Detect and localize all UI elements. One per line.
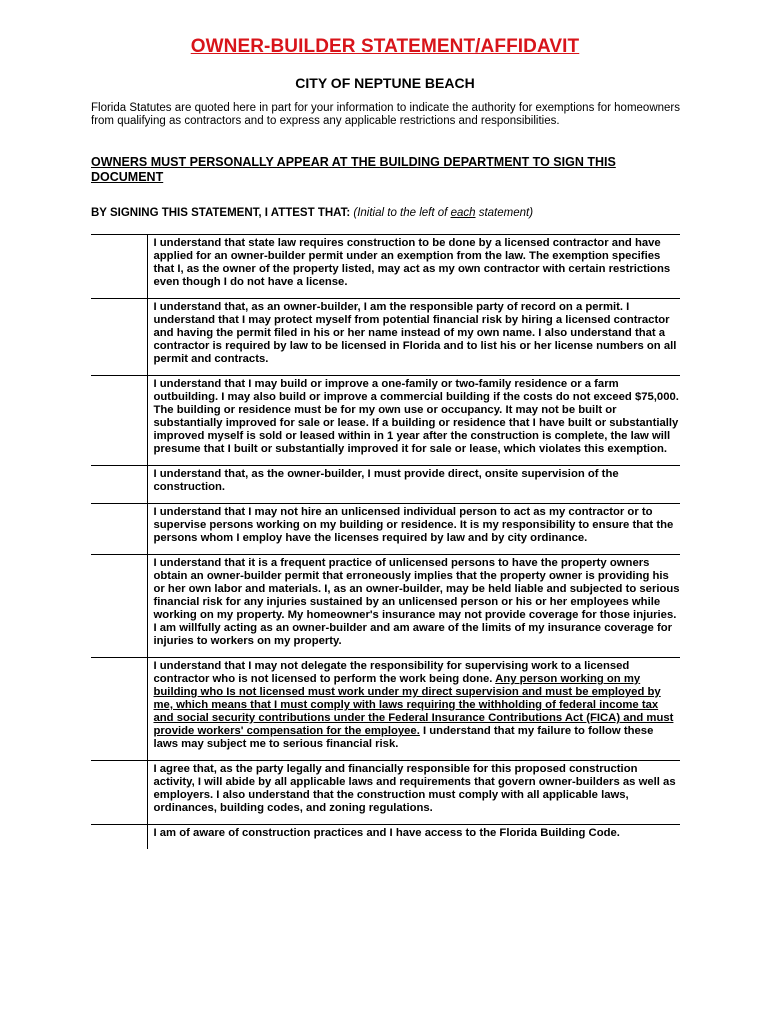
- attest-lead: BY SIGNING THIS STATEMENT, I ATTEST THAT:: [91, 207, 351, 219]
- attest-line: [91, 207, 680, 219]
- statement-row: [91, 299, 680, 376]
- city-name: CITY OF NEPTUNE BEACH: [295, 75, 475, 91]
- initial-box[interactable]: [91, 504, 147, 555]
- statement-text: I understand that I may build or improve a one-family or two-family residence or a farm outbuilding. I may also build or improve a commercial building if the costs do not exceed $75,000. The building or residence must be for my own use or occupancy. It may not be built or substantially improved for sale or lease. If a building or residence that I have built or substantially improved myself is sold or leased within in 1 year after the construction is complete, the law will presume that I built or substantially improved it for sale or lease, which violates this exemption.: [147, 376, 680, 466]
- initial-box[interactable]: [91, 299, 147, 376]
- initial-box[interactable]: [91, 555, 147, 658]
- initial-box[interactable]: [91, 761, 147, 825]
- initial-box[interactable]: [91, 825, 147, 850]
- statement-text-start: I understand that I may not delegate the responsibility for supervising work to a licensed contractor who is not licensed to perform the work being done.: [153, 660, 630, 685]
- statement-row: [91, 761, 680, 825]
- statement-row: [91, 555, 680, 658]
- attest-instruction-start: (Initial to the left of: [353, 207, 451, 219]
- statement-row: [91, 376, 680, 466]
- statement-text: I agree that, as the party legally and financially responsible for this proposed construction activity, I will abide by all applicable laws and requirements that govern owner-builders as well as employers. I also understand that the construction must comply with all applicable laws, ordinances, building codes, and zoning regulations.: [147, 761, 680, 825]
- statement-row: [91, 504, 680, 555]
- appearance-notice: OWNERS MUST PERSONALLY APPEAR AT THE BUILDING DEPARTMENT TO SIGN THIS DOCUMENT: [91, 155, 616, 184]
- attest-instruction-end: statement): [475, 207, 534, 219]
- statement-text: I understand that, as an owner-builder, I am the responsible party of record on a permit. I understand that I may protect myself from potential financial risk by hiring a licensed contractor and having the permit filed in his or her name instead of my own name. I also understand that a contractor is required by law to be licensed in Florida and to list his or her license numbers on all permit and contracts.: [147, 299, 680, 376]
- attest-instruction: [353, 207, 533, 219]
- statement-row: [91, 825, 680, 850]
- statement-text: I understand that it is a frequent practice of unlicensed persons to have the property owners obtain an owner-builder permit that erroneously implies that the property owner is providing his or her own labor and materials. I, as an owner-builder, may be held liable and subjected to serious financial risk for any injuries sustained by an unlicensed person or his or her employees while working on my property. My homeowner's insurance may not provide coverage for those injuries. I am willfully acting as an owner-builder and am aware of the limits of my insurance coverage for injuries to workers on my property.: [147, 555, 680, 658]
- initial-box[interactable]: [91, 235, 147, 299]
- initial-box[interactable]: [91, 658, 147, 761]
- statement-row: [91, 235, 680, 299]
- statement-text-with-underline: [147, 658, 680, 761]
- statement-underlined-text: Any person working on my building who Is not licensed must work under my direct supervision and must be employed by me, which means that I must comply with laws requiring the withholding of federal income tax and social security contributions under the Federal Insurance Contributions Act (FICA) and must provide workers' compensation for the employee.: [153, 673, 674, 737]
- document-title: OWNER-BUILDER STATEMENT/AFFIDAVIT: [190, 36, 580, 57]
- statement-row: [91, 658, 680, 761]
- statement-text: I understand that state law requires construction to be done by a licensed contractor and have applied for an owner-builder permit under an exemption from the law. The exemption specifies that I, as the owner of the property listed, may act as my own contractor with certain restrictions even though I do not have a license.: [147, 235, 680, 299]
- attest-instruction-emphasis: each: [450, 207, 476, 219]
- statement-text: I understand that I may not hire an unlicensed individual person to act as my contractor or to supervise persons working on my building or residence. It is my responsibility to ensure that the persons whom I employ have the licenses required by law and by city ordinance.: [147, 504, 680, 555]
- statements-table: [91, 234, 680, 849]
- intro-paragraph: Florida Statutes are quoted here in part for your information to indicate the authority for exemptions for homeowners from qualifying as contractors and to express any applicable restrictions and responsibilities.: [91, 102, 680, 127]
- statement-text: I am of aware of construction practices and I have access to the Florida Building Code.: [147, 825, 680, 850]
- statement-text: I understand that, as the owner-builder, I must provide direct, onsite supervision of the construction.: [147, 466, 680, 504]
- initial-box[interactable]: [91, 466, 147, 504]
- statement-row: [91, 466, 680, 504]
- initial-box[interactable]: [91, 376, 147, 466]
- statement-text-end: I understand that my failure to follow these laws may subject me to serious financial risk.: [153, 725, 654, 750]
